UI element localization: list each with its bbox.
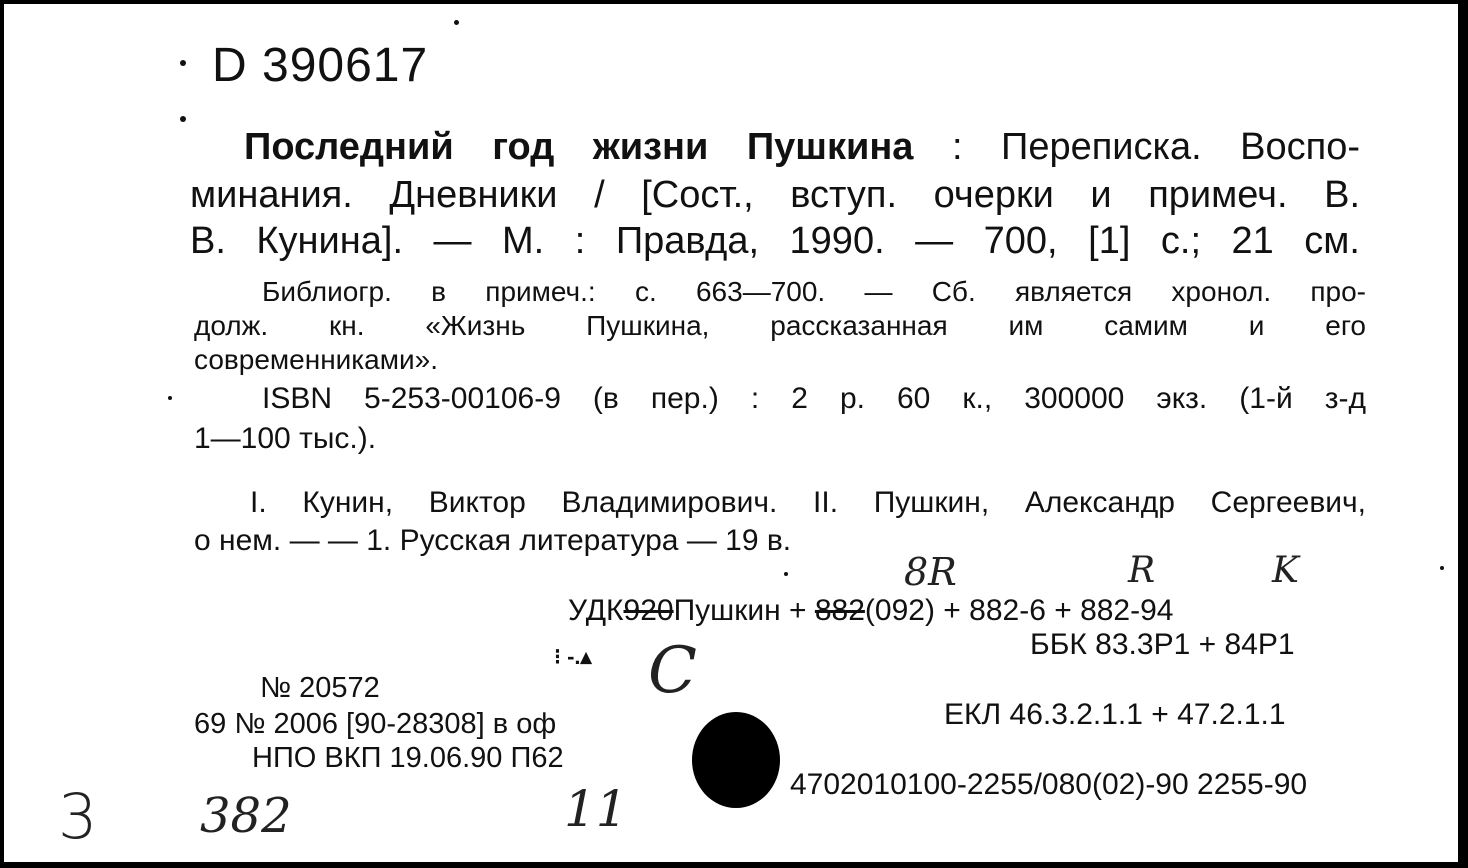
speck [784, 572, 788, 576]
speck [454, 20, 459, 25]
tracings-line-2: о нем. — — 1. Русская литература — 19 в. [194, 524, 792, 557]
title-line-2: минания. Дневники / [Сост., вступ. очерки и примеч. В. [190, 174, 1360, 216]
isbn-line-1: ISBN 5-253-00106-9 (в пер.) : 2 р. 60 к., 300000 экз. (1-й з-д [262, 382, 1366, 415]
speck [180, 116, 186, 122]
udk-struck-1: 920 [623, 594, 674, 627]
title-line-1-rest: : Переписка. Воспо- [951, 126, 1361, 168]
note-line-1: Библиогр. в примеч.: с. 663—700. — Сб. является хронол. про- [262, 276, 1366, 307]
speck [1440, 566, 1444, 570]
punched-hole [692, 712, 780, 808]
bbk-line: ББК 83.3Р1 + 84Р1 [1030, 628, 1295, 661]
handwritten-3: 3 [58, 780, 98, 853]
small-mark: ⁝ -.▴ [554, 644, 592, 669]
note-line-2: долж. кн. «Жизнь Пушкина, рассказанная им самим и его [194, 310, 1366, 341]
isbn-line-2: 1—100 тыс.). [194, 422, 377, 455]
title-line-1 [244, 126, 1360, 169]
tracings-line-1: I. Кунин, Виктор Владимирович. II. Пушкин, Александр Сергеевич, [250, 486, 1366, 519]
udk-prefix: УДК [568, 594, 624, 627]
classification-code: 4702010100-2255/080(02)-90 2255-90 [790, 768, 1308, 801]
npo-line: НПО ВКП 19.06.90 П62 [252, 742, 564, 774]
order-number: № 20572 [260, 672, 380, 704]
udk-suffix: (092) + 882-6 + 882-94 [864, 594, 1174, 627]
call-number: D 390617 [212, 39, 429, 92]
note-line-3: современниками». [194, 344, 438, 375]
speck [168, 396, 172, 400]
title-line-3: В. Кунина]. — М. : Правда, 1990. — 700, [1] с.; 21 см. [190, 220, 1360, 262]
title-bold: Последний год жизни Пушкина [244, 126, 914, 168]
handwritten-382: 382 [200, 788, 292, 844]
handwritten-K: K [1272, 550, 1299, 591]
udk-middle: Пушкин + [673, 594, 815, 627]
speck [180, 60, 186, 66]
handwritten-8R: 8R [904, 550, 957, 594]
ekl-line: ЕКЛ 46.3.2.1.1 + 47.2.1.1 [944, 698, 1286, 731]
handwritten-C: C [648, 634, 697, 708]
print-line: 69 № 2006 [90-28308] в оф [194, 708, 557, 740]
handwritten-11: 11 [564, 780, 628, 838]
udk-line [568, 594, 1173, 628]
handwritten-R: R [1128, 550, 1156, 591]
catalog-card [4, 4, 1458, 862]
udk-struck-2: 882 [814, 594, 865, 627]
